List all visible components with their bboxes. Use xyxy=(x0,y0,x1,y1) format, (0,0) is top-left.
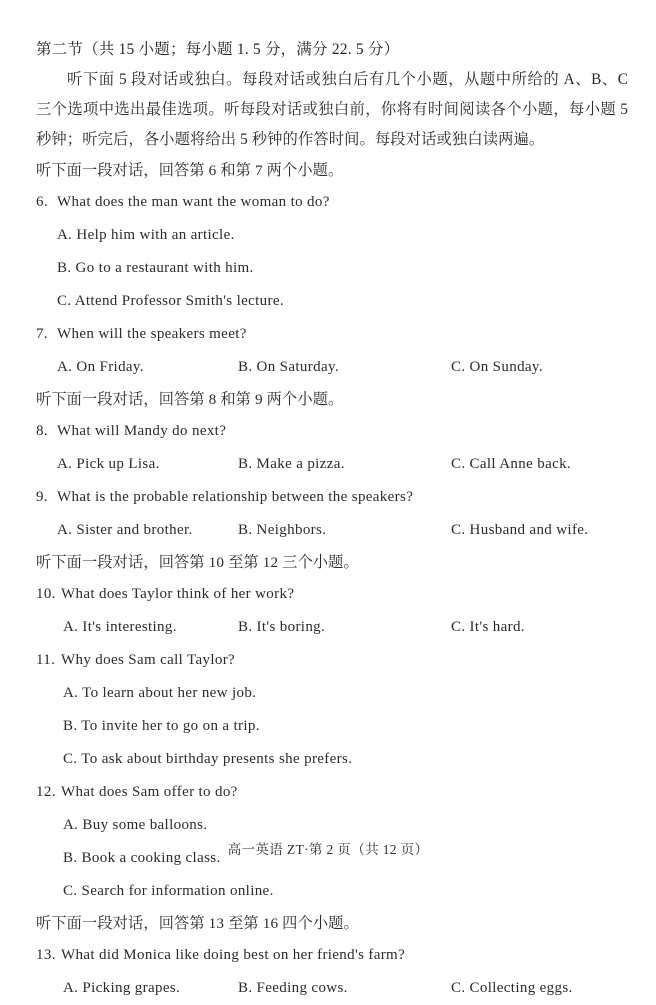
question-text-11: Why does Sam call Taylor? xyxy=(61,652,236,668)
page-footer: 高一英语 ZT·第 2 页（共 12 页） xyxy=(227,842,429,857)
question-number-10: 10. xyxy=(36,586,56,602)
option-11-b[interactable]: B. To invite her to go on a trip. xyxy=(63,718,260,734)
option-9-a[interactable]: A. Sister and brother. xyxy=(57,522,193,538)
option-10-c[interactable]: C. It's hard. xyxy=(451,619,525,635)
option-6-a[interactable]: A. Help him with an article. xyxy=(57,227,235,243)
section-heading: 第二节（共 15 小题；每小题 1. 5 分，满分 22. 5 分） xyxy=(36,41,400,58)
question-number-12: 12. xyxy=(36,784,56,800)
question-text-13: What did Monica like doing best on her friend's farm? xyxy=(61,947,406,963)
option-row-13 xyxy=(36,972,628,1005)
question-stem-11 xyxy=(36,644,628,677)
question-number-9: 9. xyxy=(36,489,48,505)
lead-in-line-2: 听下面一段对话，回答第 8 和第 9 两个小题。 xyxy=(36,391,344,408)
option-13-c[interactable]: C. Collecting eggs. xyxy=(451,980,573,996)
question-text-9: What is the probable relationship between the speakers? xyxy=(57,489,414,505)
option-8-c[interactable]: C. Call Anne back. xyxy=(451,456,572,472)
question-text-8: What will Mandy do next? xyxy=(57,423,227,439)
option-7-b[interactable]: B. On Saturday. xyxy=(238,359,339,375)
option-row-10 xyxy=(36,611,628,644)
option-12-b[interactable]: B. Book a cooking class. xyxy=(63,850,221,866)
option-7-a[interactable]: A. On Friday. xyxy=(57,359,144,375)
option-6-b[interactable]: B. Go to a restaurant with him. xyxy=(57,260,254,276)
question-number-8: 8. xyxy=(36,423,48,439)
question-stem-6 xyxy=(36,186,628,219)
option-13-a[interactable]: A. Picking grapes. xyxy=(63,980,181,996)
question-stem-8 xyxy=(36,415,628,448)
question-stem-9 xyxy=(36,481,628,514)
question-number-13: 13. xyxy=(36,947,56,963)
option-7-c[interactable]: C. On Sunday. xyxy=(451,359,543,375)
question-text-7: When will the speakers meet? xyxy=(57,326,247,342)
option-row-7 xyxy=(36,351,628,384)
question-stem-12 xyxy=(36,776,628,809)
question-text-6: What does the man want the woman to do? xyxy=(57,194,330,210)
option-10-a[interactable]: A. It's interesting. xyxy=(63,619,177,635)
question-number-6: 6. xyxy=(36,194,48,210)
question-stem-10 xyxy=(36,578,628,611)
lead-in-line-3: 听下面一段对话，回答第 10 至第 12 三个小题。 xyxy=(36,554,359,571)
lead-in-line-1: 听下面一段对话，回答第 6 和第 7 两个小题。 xyxy=(36,162,344,179)
option-10-b[interactable]: B. It's boring. xyxy=(238,619,326,635)
page-content xyxy=(36,38,628,1005)
question-text-10: What does Taylor think of her work? xyxy=(61,586,295,602)
option-9-c[interactable]: C. Husband and wife. xyxy=(451,522,589,538)
option-8-a[interactable]: A. Pick up Lisa. xyxy=(57,456,160,472)
question-number-11: 11. xyxy=(36,652,56,668)
option-13-b[interactable]: B. Feeding cows. xyxy=(238,980,348,996)
option-9-b[interactable]: B. Neighbors. xyxy=(238,522,327,538)
option-11-a[interactable]: A. To learn about her new job. xyxy=(63,685,257,701)
option-row-9 xyxy=(36,514,628,547)
option-11-c[interactable]: C. To ask about birthday presents she prefers. xyxy=(63,751,353,767)
question-stem-13 xyxy=(36,939,628,972)
question-number-7: 7. xyxy=(36,326,48,342)
option-8-b[interactable]: B. Make a pizza. xyxy=(238,456,345,472)
option-row-8 xyxy=(36,448,628,481)
option-6-c[interactable]: C. Attend Professor Smith's lecture. xyxy=(57,293,284,309)
question-text-12: What does Sam offer to do? xyxy=(61,784,238,800)
section-directions: 听下面 5 段对话或独白。每段对话或独白后有几个小题，从题中所给的 A、B、C 三个选项中选出最佳选项。听每段对话或独白前，你将有时间阅读各个小题，每小题 5 秒钟；听完后，各小题将给出 5 秒钟的作答时间。每段对话或独白读两遍。 xyxy=(36,71,628,148)
option-12-a[interactable]: A. Buy some balloons. xyxy=(63,817,208,833)
question-stem-7 xyxy=(36,318,628,351)
option-12-c[interactable]: C. Search for information online. xyxy=(63,883,274,899)
lead-in-line-4: 听下面一段对话，回答第 13 至第 16 四个小题。 xyxy=(36,915,359,932)
